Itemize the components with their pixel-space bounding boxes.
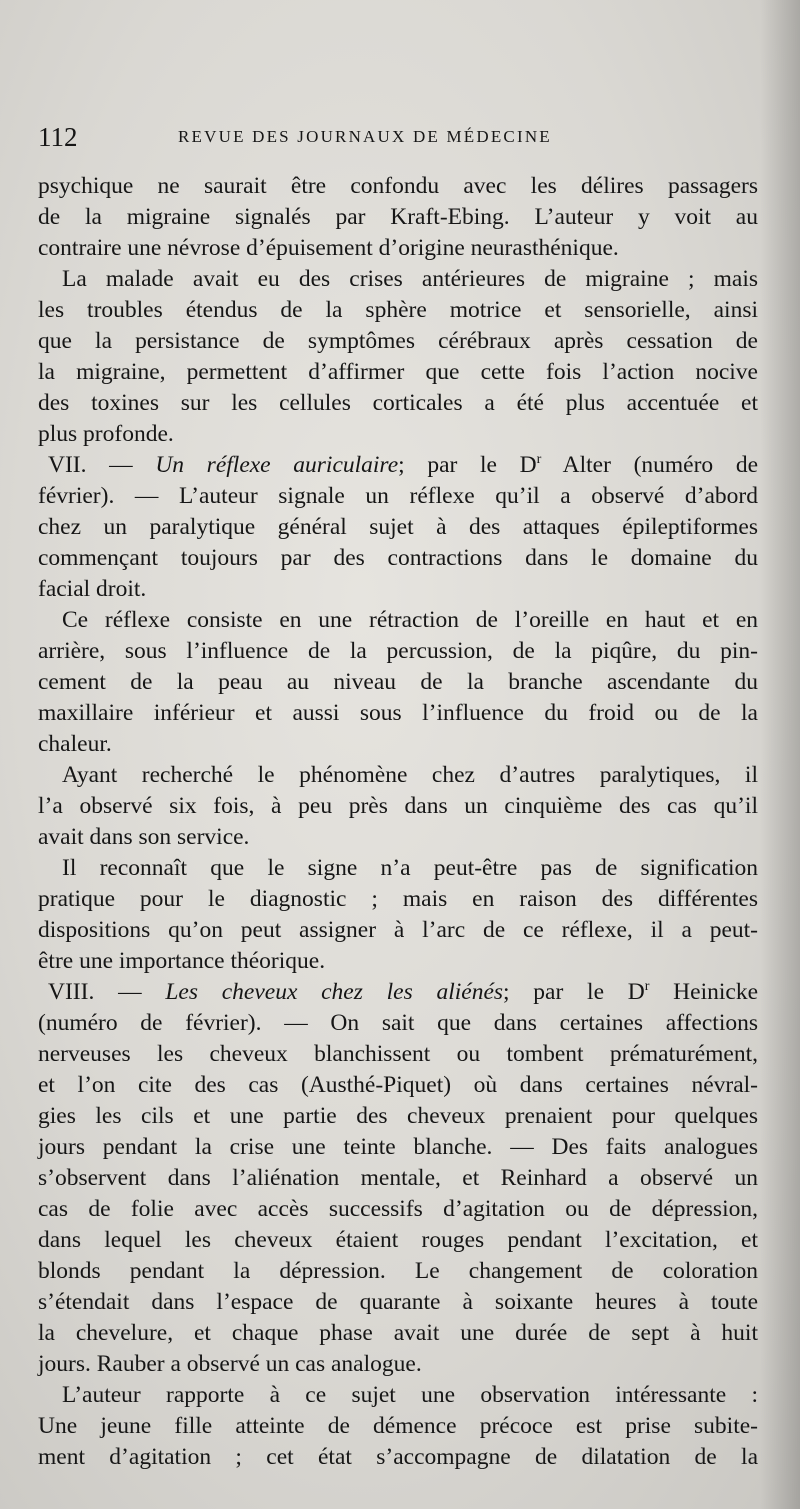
text-line: psychique ne saurait être confondu avec les délires passagers — [38, 173, 758, 199]
text-line: contraire une névrose d’épuisement d’origine neurasthénique. — [38, 235, 619, 261]
text-line: jours pendant la crise une teinte blanche. — Des faits analogues — [38, 1134, 758, 1160]
text-line: facial droit. — [38, 576, 147, 602]
section-title: Les cheveux chez les aliénés — [165, 979, 504, 1005]
text-line: s’observent dans l’aliénation mentale, et Reinhard a observé un — [38, 1165, 758, 1191]
page-number: 112 — [38, 122, 78, 152]
section-title: Un réflexe auriculaire — [155, 452, 399, 478]
text-line: et l’on cite des cas (Austhé-Piquet) où dans certaines névral- — [38, 1072, 758, 1098]
text-line: plus profonde. — [38, 421, 174, 447]
text-line: avait dans son service. — [38, 824, 250, 850]
text-line: chaleur. — [38, 731, 112, 757]
text-line: Une jeune fille atteinte de démence précoce est prise subite- — [38, 1413, 758, 1439]
section-author-sup: r — [536, 451, 542, 468]
section-numeral: VIII. — [48, 979, 95, 1005]
text-line: ment d’agitation ; cet état s’accompagne de dilatation de la — [38, 1444, 758, 1470]
text-line: gies les cils et une partie des cheveux prenaient pour quelques — [38, 1103, 758, 1129]
text-line: arrière, sous l’influence de la percussion, de la piqûre, du pin- — [38, 638, 758, 664]
text-line: blonds pendant la dépression. Le changement de coloration — [38, 1258, 758, 1284]
section-dash: — — [109, 452, 133, 478]
text-line: de la migraine signalés par Kraft-Ebing. L’auteur y voit au — [38, 204, 758, 230]
text-line: février). — L’auteur signale un réflexe qu’il a observé d’abord — [38, 483, 758, 509]
text-line: L’auteur rapporte à ce sujet une observation intéressante : — [62, 1382, 758, 1408]
section-author-rest: Heinicke — [649, 979, 759, 1005]
text-line: Ce réflexe consiste en une rétraction de l’oreille en haut et en — [62, 607, 758, 633]
text-line: dispositions qu’on peut assigner à l’arc de ce réflexe, il a peut- — [38, 917, 758, 943]
text-line: pratique pour le diagnostic ; mais en raison des différentes — [38, 886, 758, 912]
running-head: REVUE DES JOURNAUX DE MÉDECINE — [178, 127, 552, 146]
text-line: Il reconnaît que le signe n’a peut-être pas de signification — [62, 855, 758, 881]
text-line: chez un paralytique général sujet à des attaques épileptiformes — [38, 514, 758, 540]
text-line: les troubles étendus de la sphère motrice et sensorielle, ainsi — [38, 297, 758, 323]
section-numeral: VII. — [48, 452, 87, 478]
text-line: (numéro de février). — On sait que dans certaines affections — [38, 1010, 758, 1036]
text-line: La malade avait eu des crises antérieures de migraine ; mais — [62, 266, 758, 292]
section-dash: — — [118, 979, 142, 1005]
text-line: jours. Rauber a observé un cas analogue. — [38, 1351, 422, 1377]
text-line: l’a observé six fois, à peu près dans un cinquième des cas qu’il — [38, 793, 758, 819]
text-line: cement de la peau au niveau de la branche ascendante du — [38, 669, 758, 695]
section-author-prefix: ; par le D — [503, 979, 645, 1005]
text-line: cas de folie avec accès successifs d’agitation ou de dépression, — [38, 1196, 758, 1222]
text-line: commençant toujours par des contractions dans le domaine du — [38, 545, 758, 571]
text-line: la migraine, permettent d’affirmer que cette fois l’action nocive — [38, 359, 758, 385]
text-line: nerveuses les cheveux blanchissent ou tombent prématurément, — [38, 1041, 758, 1067]
text-line: s’étendait dans l’espace de quarante à soixante heures à toute — [38, 1289, 758, 1315]
page-header — [38, 120, 758, 154]
section-author-rest: Alter (numéro de — [541, 452, 759, 478]
text-line: maxillaire inférieur et aussi sous l’influence du froid ou de la — [38, 700, 758, 726]
text-line: que la persistance de symptômes cérébraux après cessation de — [38, 328, 758, 354]
section-author-sup: r — [644, 978, 650, 995]
section-heading-vii — [48, 449, 758, 481]
text-line: la chevelure, et chaque phase avait une durée de sept à huit — [38, 1320, 758, 1346]
section-heading-viii — [48, 976, 758, 1008]
text-line: être une importance théorique. — [38, 948, 326, 974]
section-author-prefix: ; par le D — [398, 452, 537, 478]
text-line: dans lequel les cheveux étaient rouges pendant l’excitation, et — [38, 1227, 758, 1253]
text-line: des toxines sur les cellules corticales a été plus accentuée et — [38, 390, 758, 416]
text-line: Ayant recherché le phénomène chez d’autres paralytiques, il — [62, 762, 758, 788]
